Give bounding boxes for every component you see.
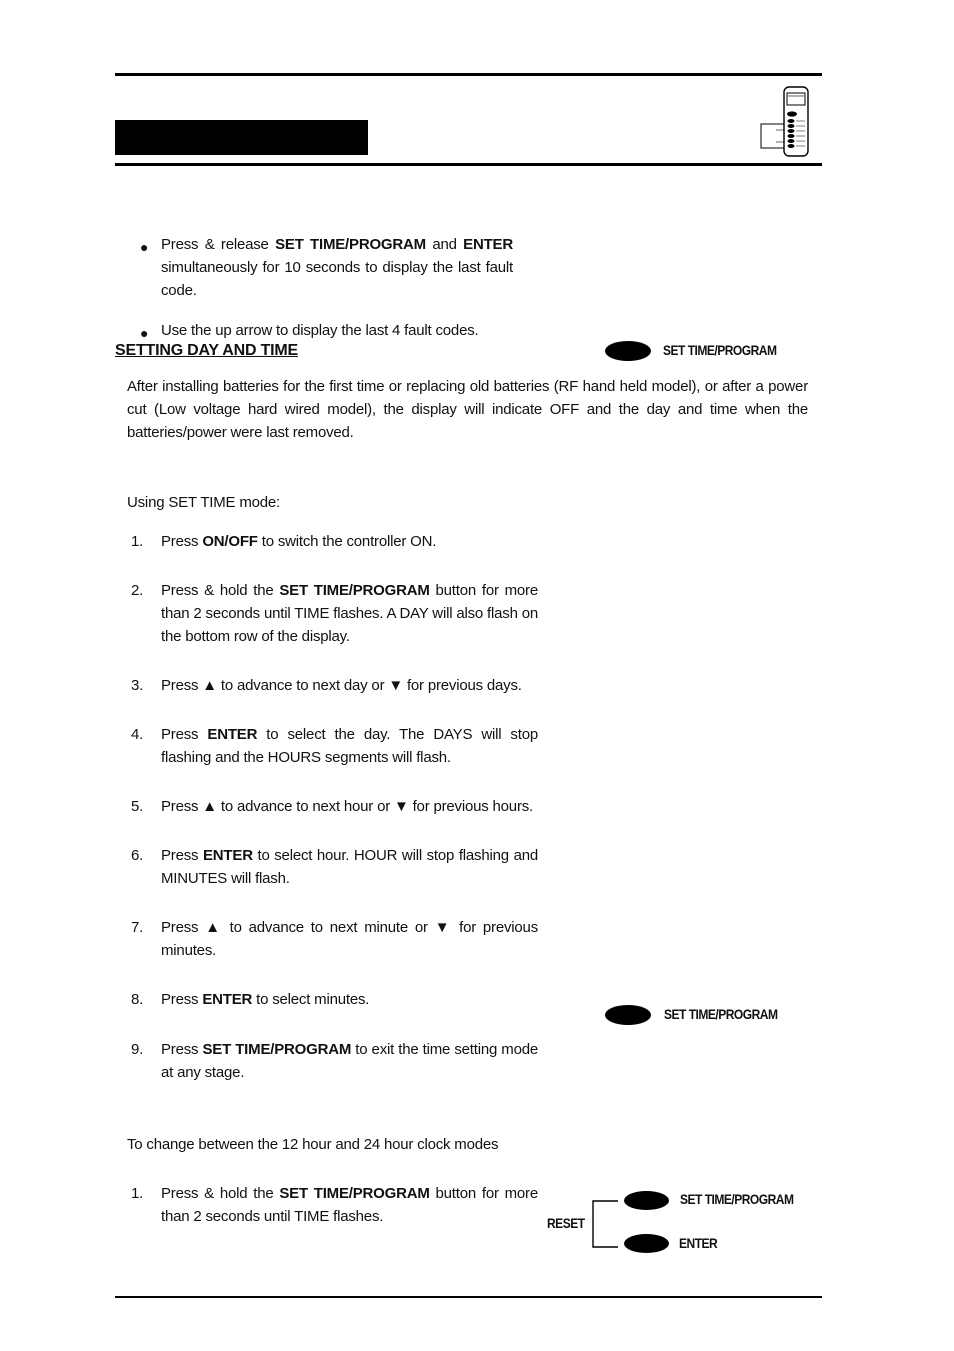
enter-button-icon [624,1234,669,1253]
header-title-bar [115,120,368,155]
step-4: Press ENTER to select the day. The DAYS will stop flashing and the HOURS segments will flash. [161,726,538,766]
bullet-dot: ● [140,239,149,255]
step-number: 7. [131,919,144,936]
bullet-dot: ● [140,325,149,341]
clock-mode-label: To change between the 12 hour and 24 hour clock modes [127,1136,499,1153]
header-bottom-rule [115,163,822,166]
step-number: 9. [131,1041,144,1058]
step-number: 1. [131,1185,144,1202]
header-top-rule [115,73,822,76]
step-1: Press ON/OFF to switch the controller ON. [161,533,437,550]
set-time-program-button-icon [605,341,651,361]
section-title: SETTING DAY AND TIME [115,342,298,359]
reset-label: RESET [547,1215,585,1231]
set-time-program-button-label: SET TIME/PROGRAM [663,342,777,358]
step-7: Press ▲ to advance to next minute or ▼ for previous minutes. [161,919,538,959]
step-6: Press ENTER to select hour. HOUR will stop flashing and MINUTES will flash. [161,847,539,887]
remote-control-icon [758,86,812,158]
set-time-program-button-label: SET TIME/PROGRAM [680,1191,794,1207]
step-number: 1. [131,533,144,550]
enter-button-label: ENTER [679,1235,718,1251]
mode-label: Using SET TIME mode: [127,494,281,511]
fault-code-bullet-1: Press & release SET TIME/PROGRAM and ENTER simultaneously for 10 seconds to display the last fault code. [161,236,513,299]
clock-step-1: Press & hold the SET TIME/PROGRAM button for more than 2 seconds until TIME flashes. [161,1185,538,1225]
step-number: 6. [131,847,144,864]
set-time-program-button-icon [605,1005,651,1025]
intro-paragraph: After installing batteries for the first time or replacing old batteries (RF hand held model), or after a power cut (Low voltage hard wired model), the display will indicate OFF and the day and time when the batteries/power were last removed. [127,378,808,441]
step-number: 2. [131,582,144,599]
set-time-program-button-label: SET TIME/PROGRAM [664,1006,778,1022]
enter-label: ENTER [463,236,513,253]
fault-code-bullet-2: Use the up arrow to display the last 4 fault codes. [161,322,479,339]
step-3: Press ▲ to advance to next day or ▼ for previous days. [161,677,522,694]
step-9: Press SET TIME/PROGRAM to exit the time setting mode at any stage. [161,1041,538,1081]
set-time-program-button-icon [624,1191,669,1210]
step-5: Press ▲ to advance to next hour or ▼ for previous hours. [161,798,534,815]
reset-bracket [590,1198,620,1250]
footer-rule [115,1296,822,1298]
step-number: 8. [131,991,144,1008]
set-time-program-label: SET TIME/PROGRAM [275,236,426,253]
step-number: 4. [131,726,144,743]
step-2: Press & hold the SET TIME/PROGRAM button for more than 2 seconds until TIME flashes. A DAY will also flash on the bottom row of the display. [161,582,538,645]
step-number: 5. [131,798,144,815]
step-8: Press ENTER to select minutes. [161,991,370,1008]
step-number: 3. [131,677,144,694]
